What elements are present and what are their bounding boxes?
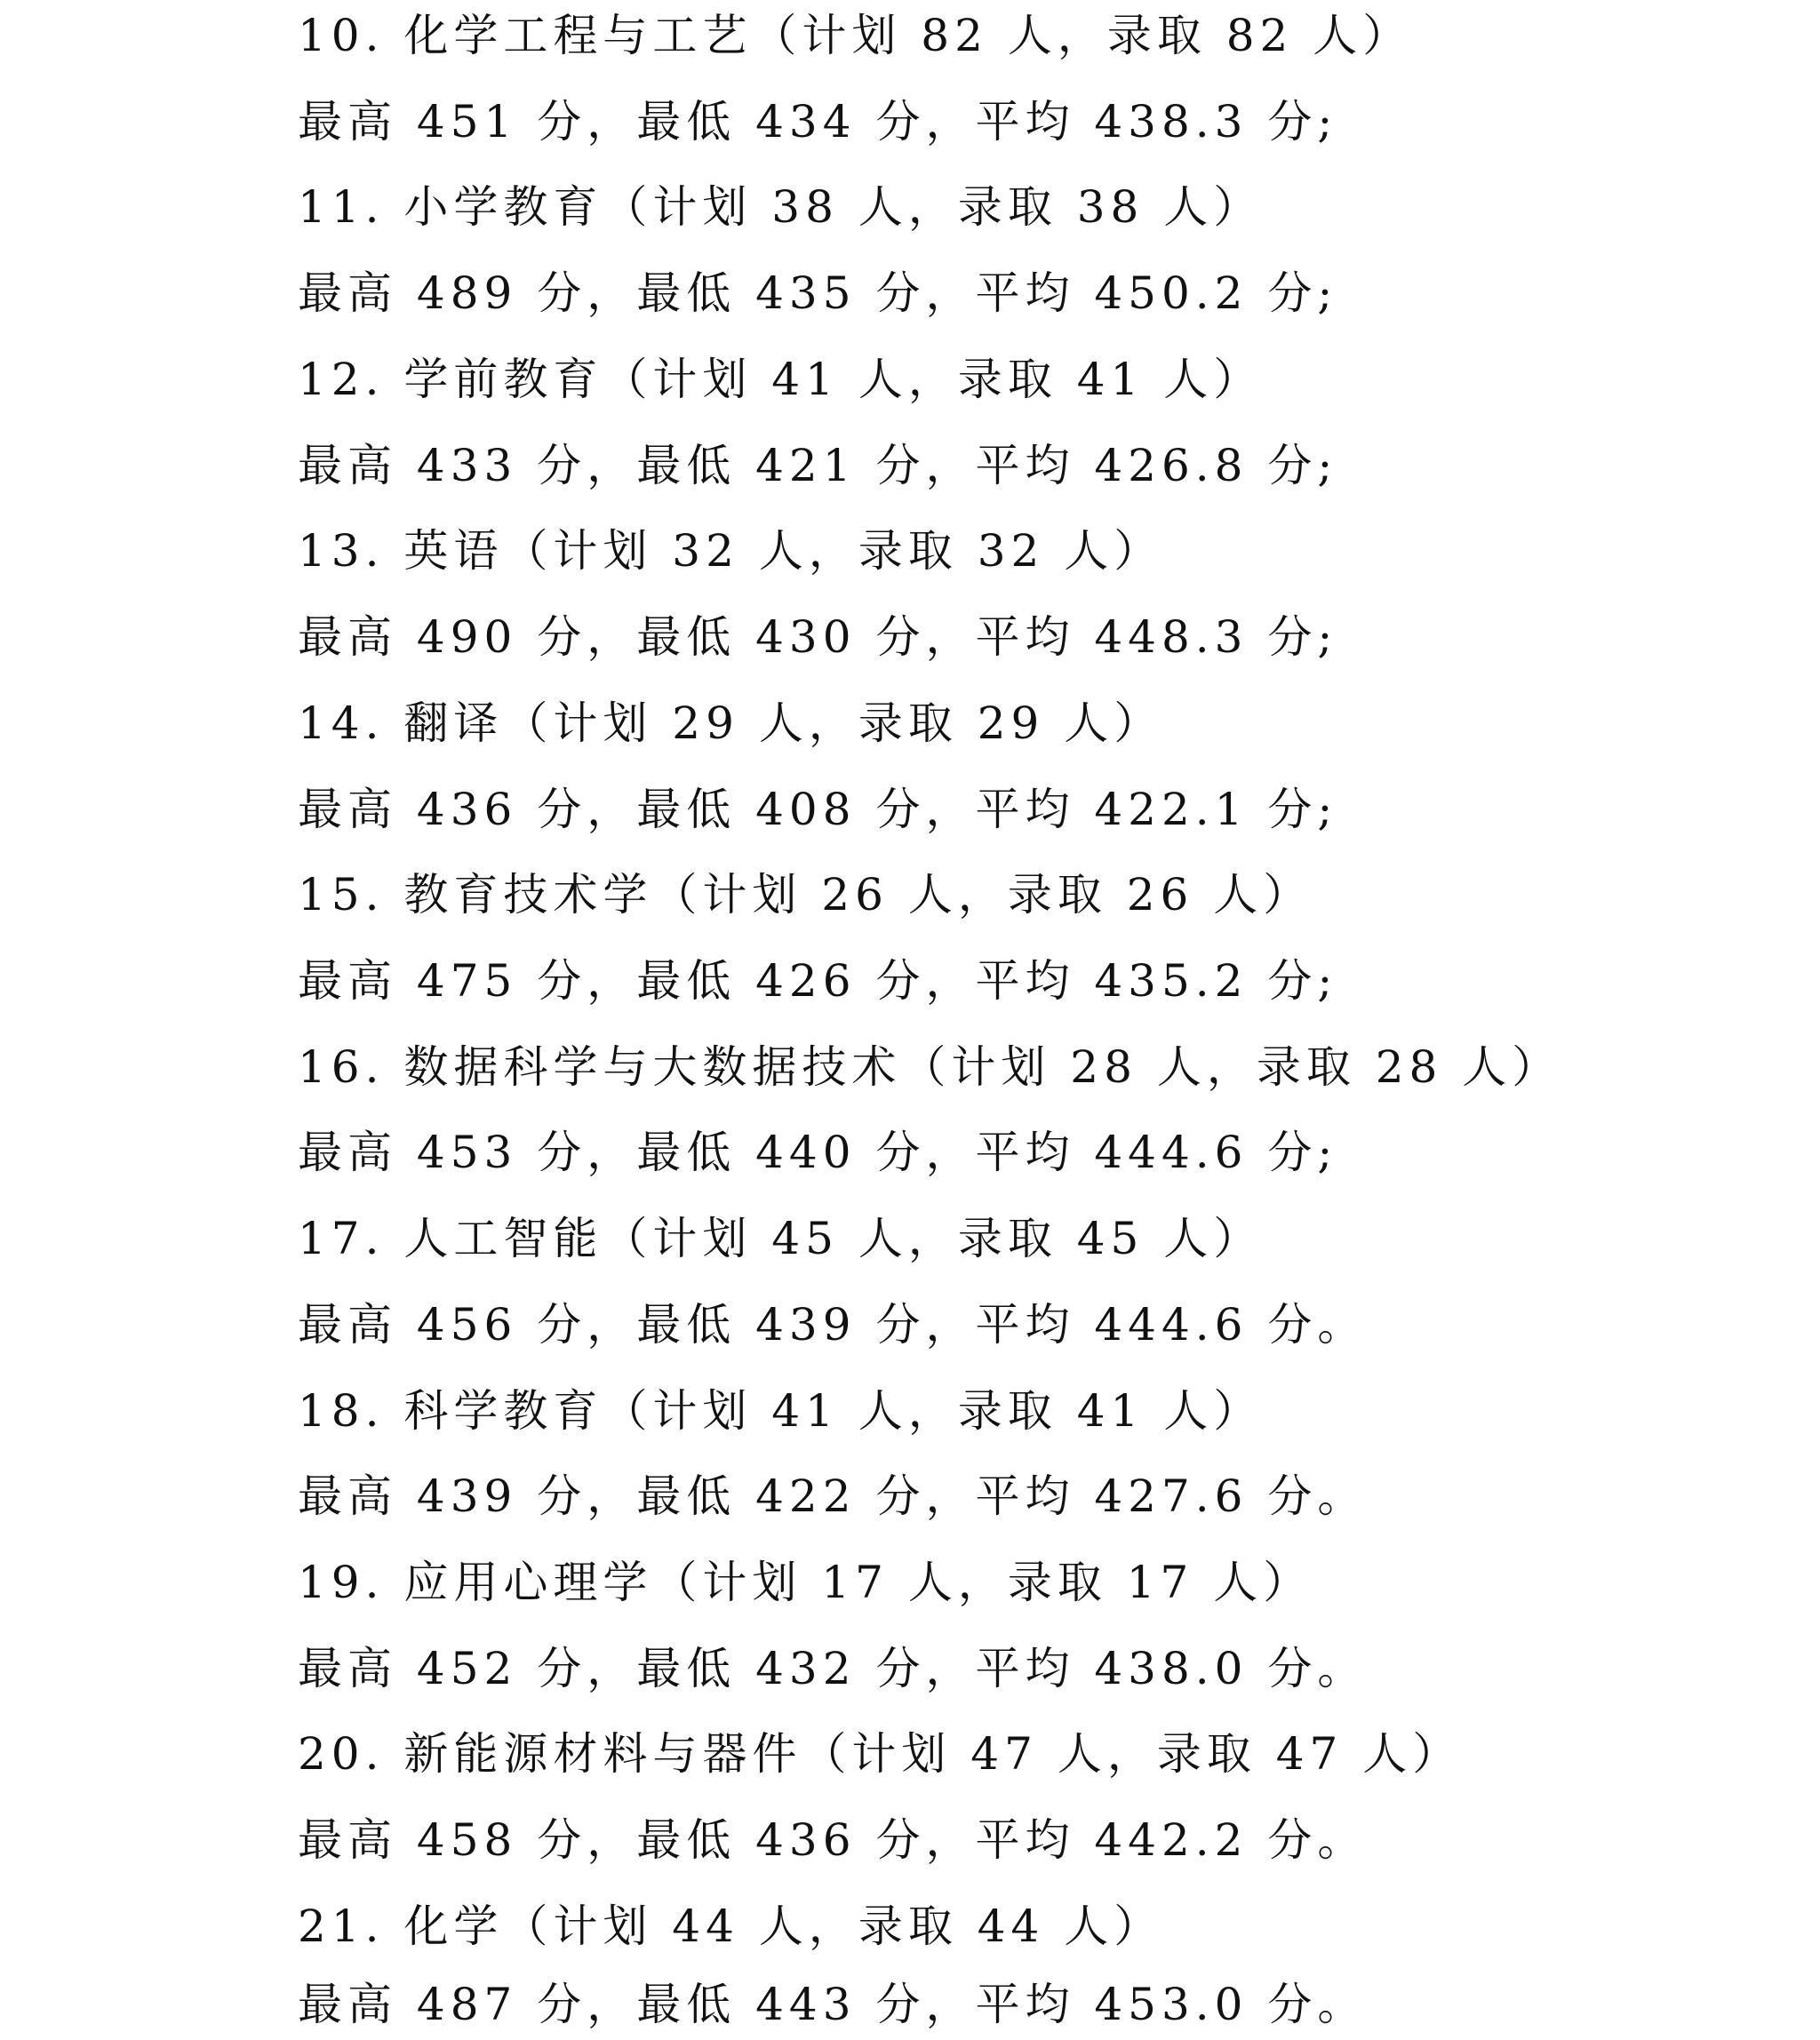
major-heading: 12. 学前教育（计划 41 人，录取 41 人） xyxy=(298,354,1264,405)
score-line: 最高 436 分，最低 408 分，平均 422.1 分; xyxy=(298,784,1338,835)
score-line: 最高 475 分，最低 426 分，平均 435.2 分; xyxy=(298,955,1338,1007)
major-heading: 14. 翻译（计划 29 人，录取 29 人） xyxy=(298,697,1164,749)
major-heading: 18. 科学教育（计划 41 人，录取 41 人） xyxy=(298,1385,1264,1437)
major-heading: 17. 人工智能（计划 45 人，录取 45 人） xyxy=(298,1213,1264,1264)
score-line: 最高 453 分，最低 440 分，平均 444.6 分; xyxy=(298,1127,1338,1178)
major-heading: 20. 新能源材料与器件（计划 47 人，录取 47 人） xyxy=(298,1728,1463,1780)
score-line: 最高 487 分，最低 443 分，平均 453.0 分。 xyxy=(298,1979,1368,2030)
score-line: 最高 451 分，最低 434 分，平均 438.3 分; xyxy=(298,96,1338,147)
major-heading: 15. 教育技术学（计划 26 人，录取 26 人） xyxy=(298,869,1313,920)
score-line: 最高 490 分，最低 430 分，平均 448.3 分; xyxy=(298,611,1338,663)
major-heading: 11. 小学教育（计划 38 人，录取 38 人） xyxy=(298,181,1264,233)
score-line: 最高 452 分，最低 432 分，平均 438.0 分。 xyxy=(298,1643,1368,1694)
major-heading: 16. 数据科学与大数据技术（计划 28 人，录取 28 人） xyxy=(298,1041,1562,1093)
major-heading: 19. 应用心理学（计划 17 人，录取 17 人） xyxy=(298,1557,1313,1608)
score-line: 最高 458 分，最低 436 分，平均 442.2 分。 xyxy=(298,1814,1368,1866)
score-line: 最高 489 分，最低 435 分，平均 450.2 分; xyxy=(298,267,1338,319)
score-line: 最高 456 分，最低 439 分，平均 444.6 分。 xyxy=(298,1299,1368,1351)
score-line: 最高 433 分，最低 421 分，平均 426.8 分; xyxy=(298,440,1338,491)
major-heading: 13. 英语（计划 32 人，录取 32 人） xyxy=(298,525,1164,577)
major-heading: 21. 化学（计划 44 人，录取 44 人） xyxy=(298,1901,1164,1952)
major-heading: 10. 化学工程与工艺（计划 82 人，录取 82 人） xyxy=(298,10,1413,61)
score-line: 最高 439 分，最低 422 分，平均 427.6 分。 xyxy=(298,1470,1368,1522)
